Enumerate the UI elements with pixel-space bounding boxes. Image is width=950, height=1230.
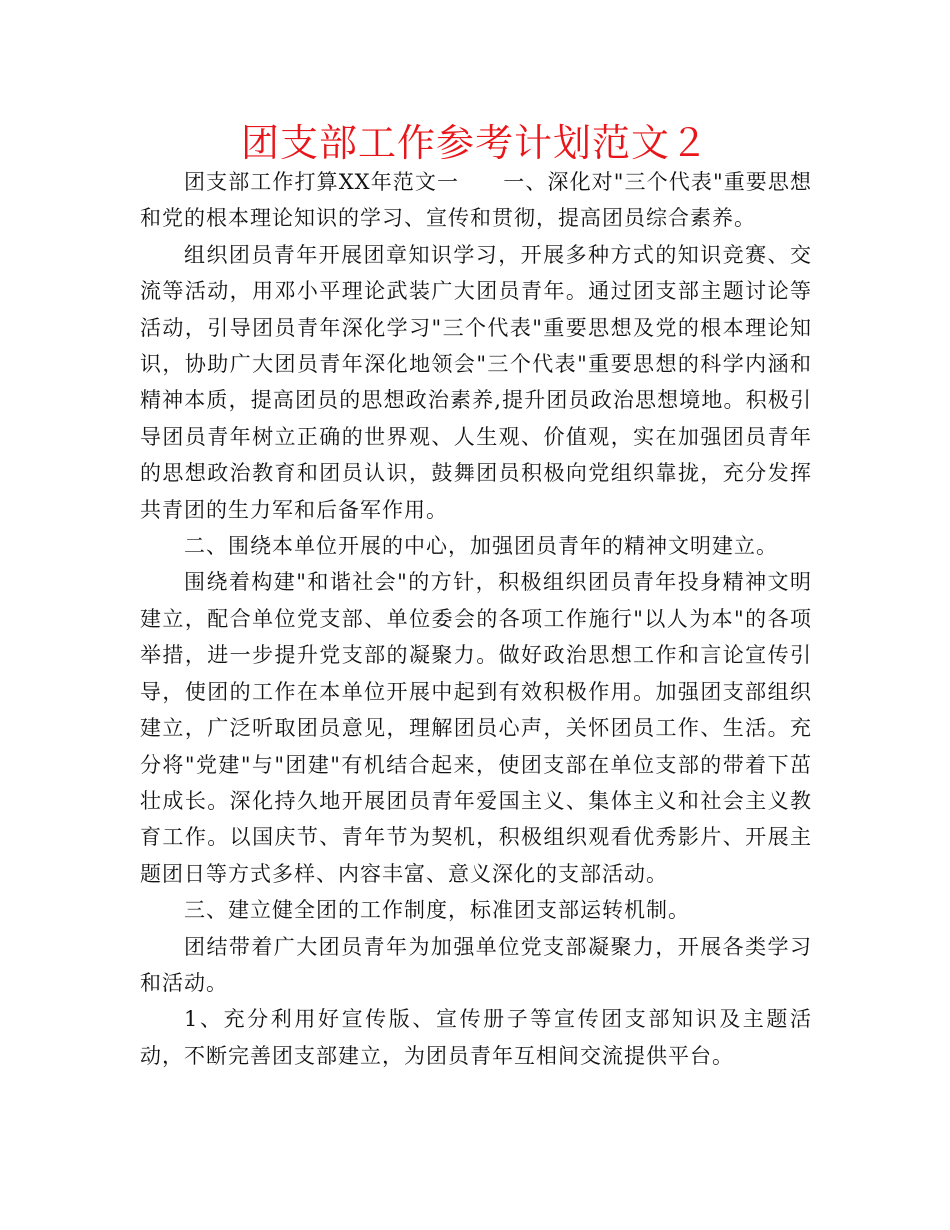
- paragraph: 二、围绕本单位开展的中心，加强团员青年的精神文明建立。: [184, 534, 778, 559]
- paragraph: 团结带着广大团员青年为加强单位党支部凝聚力，开展各类学习和活动。: [140, 934, 812, 995]
- document-body: [140, 164, 812, 1074]
- paragraph: 围绕着构建"和谐社会"的方针，积极组织团员青年投身精神文明建立，配合单位党支部、单位委会的各项工作施行"以人为本"的各项举措，进一步提升党支部的凝聚力。做好政治思想工作和言论宣传引导，使团的工作在本单位开展中起到有效积极作用。加强团支部组织建立，广泛听取团员意见，理解团员心声，关怀团员工作、生活。充分将"党建"与"团建"有机结合起来，使团支部在单位支部的带着下茁壮成长。深化持久地开展团员青年爱国主义、集体主义和社会主义教育工作。以国庆节、青年节为契机，积极组织观看优秀影片、开展主题团日等方式多样、内容丰富、意义深化的支部活动。: [140, 570, 812, 886]
- document-title: 团支部工作参考计划范文２: [240, 121, 709, 165]
- paragraph: 三、建立健全团的工作制度，标准团支部运转机制。: [184, 898, 690, 923]
- paragraph: 1、充分利用好宣传版、宣传册子等宣传团支部知识及主题活动，不断完善团支部建立，为团员青年互相间交流提供平台。: [140, 1007, 812, 1068]
- paragraph: 团支部工作打算XX年范文一 一、深化对"三个代表"重要思想和党的根本理论知识的学习、宣传和贯彻，提高团员综合素养。: [140, 170, 812, 231]
- paragraph: 组织团员青年开展团章知识学习，开展多种方式的知识竞赛、交流等活动，用邓小平理论武装广大团员青年。通过团支部主题讨论等活动，引导团员青年深化学习"三个代表"重要思想及党的根本理论知识，协助广大团员青年深化地领会"三个代表"重要思想的科学内涵和精神本质，提高团员的思想政治素养,提升团员政治思想境地。积极引导团员青年树立正确的世界观、人生观、价值观，实在加强团员青年的思想政治教育和团员认识，鼓舞团员积极向党组织靠拢，充分发挥共青团的生力军和后备军作用。: [140, 242, 812, 522]
